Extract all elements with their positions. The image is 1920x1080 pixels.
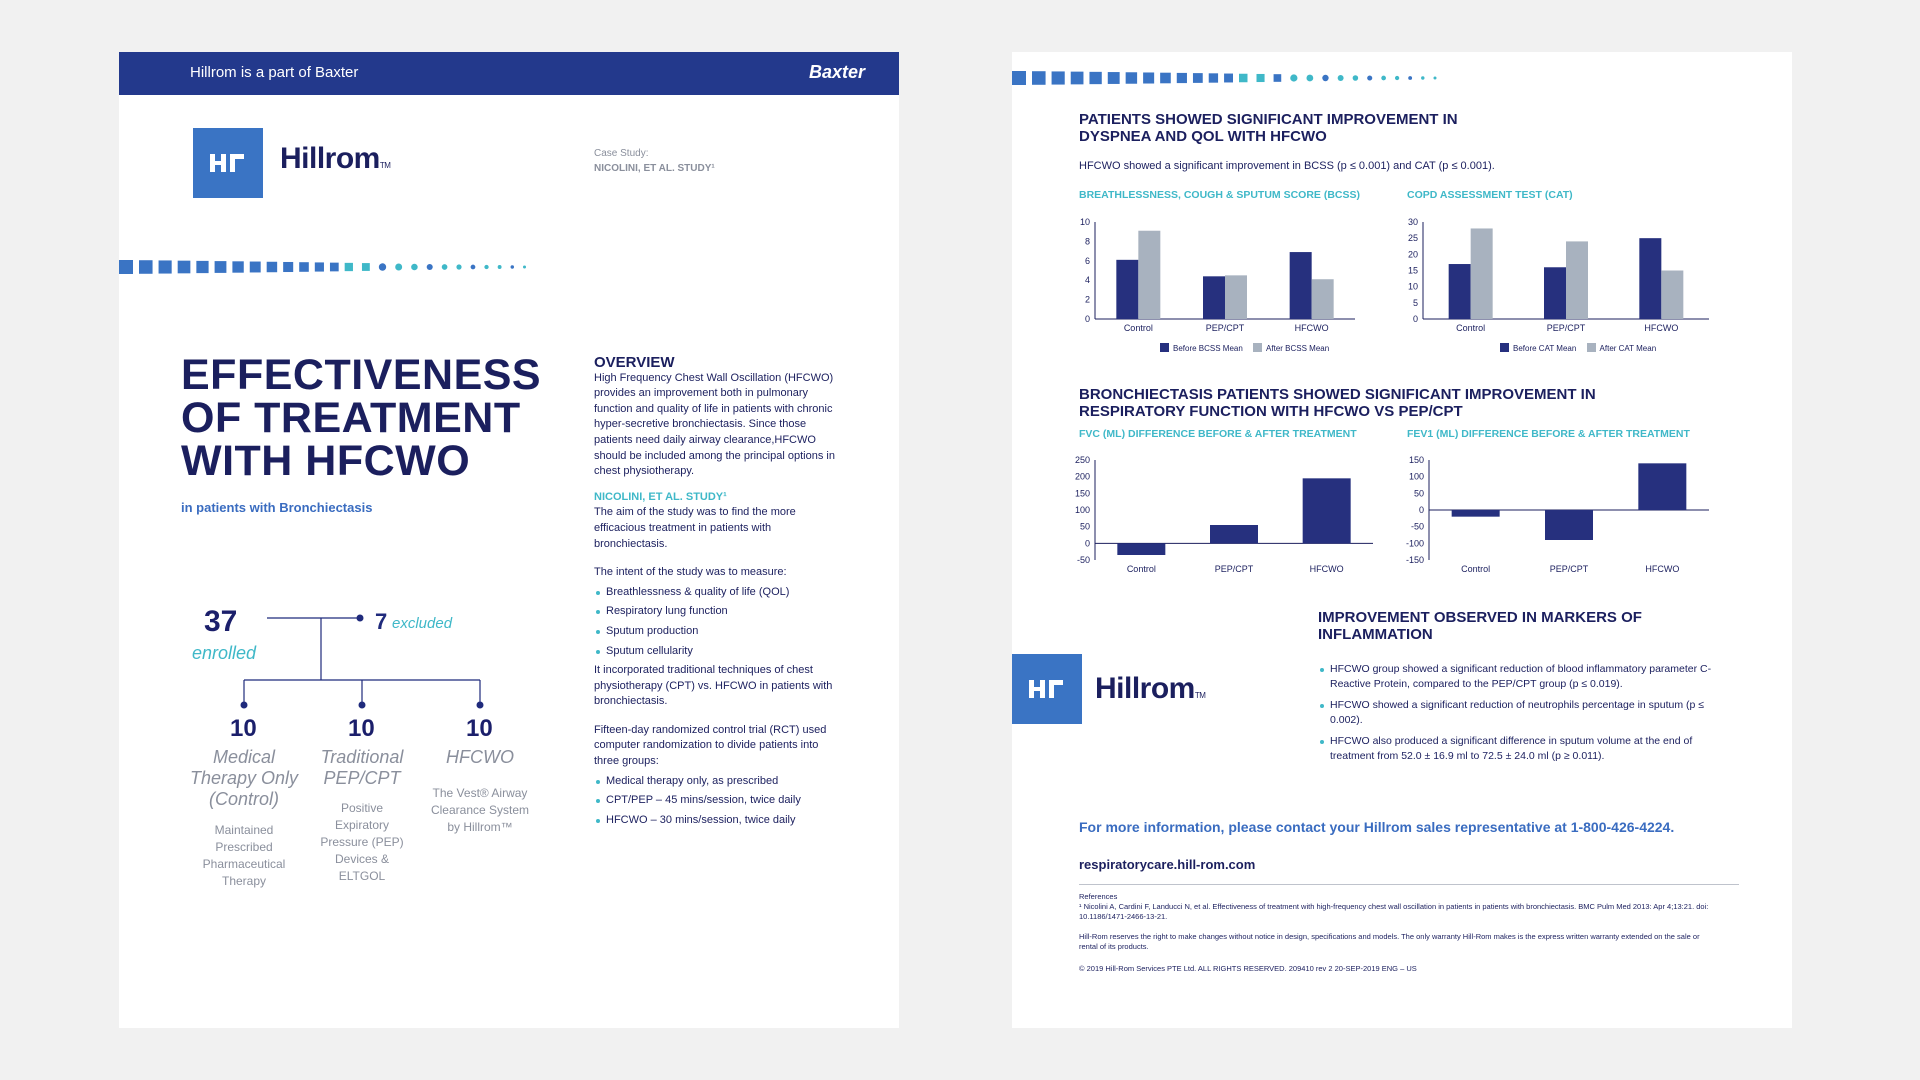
divider — [1079, 884, 1739, 885]
overview-heading: OVERVIEW — [594, 354, 675, 371]
bcss-legend — [1160, 343, 1329, 353]
legend-before-label: Before CAT Mean — [1513, 344, 1577, 353]
group-pep-count: 10 — [348, 715, 375, 742]
y-tick-label: 200 — [1074, 471, 1090, 482]
bar-hfcwo-0 — [1639, 238, 1661, 319]
bar-control-0 — [1116, 260, 1138, 319]
bcss-bar-chart — [1067, 212, 1367, 332]
decor-dot — [1274, 74, 1282, 82]
reference-item: ¹ Nicolini A, Cardini F, Landucci N, et al. Effectiveness of treatment with high-frequency chest wall oscillation in patients in patients with bronchiectasis. BMC Pulm Med 2013: Apr 4;13:21. doi: 10.1186/1471-2466-13-21. — [1079, 902, 1709, 921]
intent-text: The intent of the study was to measure: — [594, 566, 787, 579]
excluded-label: excluded — [392, 615, 453, 632]
legend-swatch-after — [1253, 343, 1262, 352]
y-tick-label: 15 — [1407, 265, 1418, 276]
list-item: HFCWO – 30 mins/session, twice daily — [594, 813, 844, 829]
bar-pepcpt-1 — [1566, 241, 1588, 319]
y-tick-label: 150 — [1408, 455, 1424, 465]
study-body: The aim of the study was to find the more efficacious treatment in patients with bronchiectasis. — [594, 506, 796, 550]
chart-cat-title: COPD ASSESSMENT TEST (CAT) — [1407, 189, 1573, 201]
decor-dot — [1012, 71, 1026, 85]
x-tick-label: Control — [1123, 323, 1153, 333]
decor-dot — [1177, 73, 1187, 83]
y-tick-label: 30 — [1407, 217, 1418, 227]
list-item: HFCWO also produced a significant difference in sputum volume at the end of treatment from 52.0 ± 16.9 ml to 72.5 ± 24.0 ml (p ≥ 0.011). — [1318, 734, 1728, 764]
legend-before-label: Before BCSS Mean — [1173, 344, 1243, 353]
overview-column — [594, 355, 844, 832]
y-tick-label: 0 — [1418, 505, 1424, 515]
bar-hfcwo-0 — [1638, 463, 1686, 510]
y-tick-label: 5 — [1412, 297, 1418, 308]
x-tick-label: HFCWO — [1645, 564, 1680, 574]
legend-swatch-before — [1500, 343, 1509, 352]
section1-intro: HFCWO showed a significant improvement in BCSS (p ≤ 0.001) and CAT (p ≤ 0.001). — [1079, 160, 1495, 172]
y-tick-label: 2 — [1084, 294, 1090, 305]
group-hfcwo-desc: The Vest® Airway Clearance System by Hillrom™ — [430, 786, 530, 834]
x-tick-label: HFCWO — [1644, 323, 1679, 333]
list-item: Medical therapy only, as prescribed — [594, 774, 844, 790]
fev1-bar-chart — [1395, 450, 1705, 580]
decor-dot — [1290, 74, 1297, 81]
list-item: HFCWO showed a significant reduction of neutrophils percentage in sputum (p ≤ 0.002). — [1318, 698, 1728, 728]
y-tick-label: 8 — [1084, 236, 1090, 247]
group-pep-name: Traditional PEP/CPT — [320, 747, 404, 788]
legend-after-label: After CAT Mean — [1599, 344, 1657, 353]
decor-dot — [1126, 72, 1137, 83]
website-link[interactable]: respiratorycare.hill-rom.com — [1079, 857, 1256, 872]
y-tick-label: 100 — [1074, 505, 1090, 515]
techniques-text: It incorporated traditional techniques of chest physiotherapy (CPT) vs. HFCWO in patients with bronchiectasis. — [594, 664, 833, 708]
decor-dot — [1209, 73, 1218, 82]
decor-dot — [1160, 73, 1171, 84]
decor-dot — [1108, 72, 1120, 84]
chart-fev1-title: FEV1 (ML) DIFFERENCE BEFORE & AFTER TREATMENT — [1407, 428, 1690, 440]
decor-dot — [1434, 77, 1437, 80]
decor-dot — [1381, 76, 1386, 81]
chart-fvc-title: FVC (ML) DIFFERENCE BEFORE & AFTER TREATMENT — [1079, 428, 1357, 440]
decor-dot — [1032, 71, 1046, 85]
y-tick-label: 250 — [1074, 455, 1090, 465]
enrolled-count: 37 — [204, 605, 238, 638]
x-tick-label: Control — [1461, 564, 1491, 574]
bar-hfcwo-1 — [1312, 279, 1334, 319]
y-tick-label: 4 — [1084, 275, 1090, 286]
disclaimer-text: Hill-Rom reserves the right to make changes without notice in design, specifications and models. The only warranty Hill-Rom makes is the express written warranty extended on the sale or rental of its products. — [1079, 932, 1700, 951]
group-control-name: Medical Therapy Only (Control) — [189, 747, 299, 809]
y-tick-label: 50 — [1079, 521, 1090, 532]
chart-bcss-title: BREATHLESSNESS, COUGH & SPUTUM SCORE (BCSS) — [1079, 189, 1360, 201]
y-tick-label: 10 — [1407, 281, 1418, 292]
y-tick-label: 0 — [1084, 314, 1090, 324]
x-tick-label: PEP/CPT — [1546, 323, 1586, 333]
decor-dot — [1367, 75, 1372, 80]
y-tick-label: 10 — [1079, 217, 1090, 227]
brochure-page-back — [1012, 52, 1792, 1028]
section1-heading: PATIENTS SHOWED SIGNIFICANT IMPROVEMENT IN DYSPNEA AND QOL WITH HFCWO — [1079, 111, 1458, 145]
list-item: CPT/PEP – 45 mins/session, twice daily — [594, 793, 844, 809]
y-tick-label: 0 — [1412, 314, 1418, 324]
x-tick-label: HFCWO — [1294, 323, 1329, 333]
y-tick-label: 20 — [1407, 249, 1418, 260]
group-control-desc: Maintained Prescribed Pharmaceutical Therapy — [202, 823, 286, 888]
decor-dot — [1052, 71, 1065, 84]
bar-pepcpt-1 — [1225, 275, 1247, 319]
y-tick-label: 150 — [1074, 488, 1090, 499]
legend-swatch-before — [1160, 343, 1169, 352]
cat-bar-chart — [1395, 212, 1705, 332]
page-title: EFFECTIVENESS OF TREATMENT WITH HFCWO — [181, 351, 542, 485]
bar-pepcpt-0 — [1544, 267, 1566, 319]
hillrom-wordmark: HillromTM — [1095, 672, 1206, 705]
bar-pepcpt-0 — [1203, 276, 1225, 319]
contact-text: For more information, please contact your Hillrom sales representative at 1-800-426-4224. — [1079, 819, 1675, 835]
list-item: HFCWO group showed a significant reduction of blood inflammatory parameter C-Reactive Protein, compared to the PEP/CPT group (p ≤ 0.019). — [1318, 662, 1728, 692]
group-hfcwo-name: HFCWO — [446, 747, 514, 767]
y-tick-label: -50 — [1076, 555, 1090, 565]
list-item: Breathlessness & quality of life (QOL) — [594, 585, 844, 601]
bar-pepcpt-0 — [1210, 525, 1258, 543]
decor-dot — [1193, 73, 1203, 83]
references-label: References — [1079, 892, 1118, 901]
list-item: Sputum production — [594, 624, 844, 640]
list-item: Sputum cellularity — [594, 644, 844, 660]
y-tick-label: -50 — [1410, 521, 1424, 532]
overview-body: High Frequency Chest Wall Oscillation (HFCWO) provides an improvement both in pulmonary function and quality of life in patients with chronic hyper-secretive bronchiectasis. Since those patients need daily airway clearance,HFCWO should be included among the principal options in chest physiotherapy. — [594, 371, 835, 478]
y-tick-label: 0 — [1084, 538, 1090, 549]
decor-dot — [1395, 76, 1399, 80]
decor-dot — [1338, 75, 1344, 81]
decor-dot — [1239, 74, 1248, 83]
list-item: Respiratory lung function — [594, 604, 844, 620]
section3-heading: IMPROVEMENT OBSERVED IN MARKERS OF INFLAMMATION — [1318, 609, 1642, 643]
section2-heading: BRONCHIECTASIS PATIENTS SHOWED SIGNIFICANT IMPROVEMENT IN RESPIRATORY FUNCTION WITH HFCWO VS PEP/CPT — [1079, 386, 1596, 420]
brochure-page-front — [119, 52, 899, 1028]
bar-control-0 — [1449, 264, 1471, 319]
x-tick-label: HFCWO — [1309, 564, 1344, 574]
trial-text: Fifteen-day randomized control trial (RCT) used computer randomization to divide patients into three groups: — [594, 723, 827, 768]
decor-dot — [1408, 76, 1412, 80]
hillrom-wordmark: HillromTM — [280, 142, 391, 175]
x-tick-label: PEP/CPT — [1549, 564, 1589, 574]
decor-dot — [1224, 74, 1233, 83]
y-tick-label: 50 — [1413, 488, 1424, 499]
x-tick-label: PEP/CPT — [1214, 564, 1254, 574]
study-heading: NICOLINI, ET AL. STUDY¹ — [594, 490, 727, 503]
cat-legend — [1500, 343, 1656, 353]
case-study-value: NICOLINI, ET AL. STUDY¹ — [594, 163, 715, 174]
bar-control-1 — [1471, 228, 1493, 319]
copyright-text: © 2019 Hill-Rom Services PTE Ltd. ALL RIGHTS RESERVED. 209410 rev 2 20-SEP-2019 ENG – US — [1079, 964, 1417, 973]
hillrom-logo-icon — [1012, 654, 1082, 724]
enrolled-label: enrolled — [192, 643, 257, 663]
legend-swatch-after — [1587, 343, 1596, 352]
legend-after-label: After BCSS Mean — [1266, 344, 1330, 353]
decor-dot — [1257, 74, 1265, 82]
bar-hfcwo-1 — [1661, 271, 1683, 320]
bar-control-0 — [1452, 510, 1500, 517]
page-subtitle: in patients with Bronchiectasis — [181, 500, 373, 515]
bar-hfcwo-0 — [1290, 252, 1312, 319]
inflammation-list — [1318, 658, 1728, 768]
bar-control-1 — [1138, 231, 1160, 319]
decor-dot — [1353, 75, 1359, 81]
group-pep-desc: Positive Expiratory Pressure (PEP) Devices & ELTGOL — [320, 801, 404, 883]
y-tick-label: 25 — [1407, 233, 1418, 244]
y-tick-label: 6 — [1084, 255, 1090, 266]
bar-hfcwo-0 — [1303, 478, 1351, 543]
baxter-logo: Baxter — [808, 62, 865, 82]
decor-dot — [1421, 76, 1424, 79]
banner-text: Hillrom is a part of Baxter — [190, 64, 359, 81]
excluded-count: 7 — [375, 609, 388, 634]
group-control-count: 10 — [230, 715, 257, 742]
decor-dot — [1306, 75, 1313, 82]
x-tick-label: PEP/CPT — [1205, 323, 1245, 333]
bar-control-0 — [1117, 543, 1165, 555]
y-tick-label: -150 — [1405, 555, 1424, 565]
group-hfcwo-count: 10 — [466, 715, 493, 742]
decor-dot — [1071, 72, 1084, 85]
decor-dot — [1089, 72, 1101, 84]
bar-pepcpt-0 — [1545, 510, 1593, 540]
decor-dot — [1322, 75, 1328, 81]
y-tick-label: -100 — [1405, 538, 1424, 549]
case-study-label: Case Study: — [594, 148, 649, 159]
decorative-dot-trail — [1012, 68, 1492, 88]
fvc-bar-chart — [1067, 450, 1377, 580]
y-tick-label: 100 — [1408, 471, 1424, 482]
x-tick-label: Control — [1456, 323, 1486, 333]
x-tick-label: Control — [1126, 564, 1156, 574]
decor-dot — [1143, 72, 1154, 83]
